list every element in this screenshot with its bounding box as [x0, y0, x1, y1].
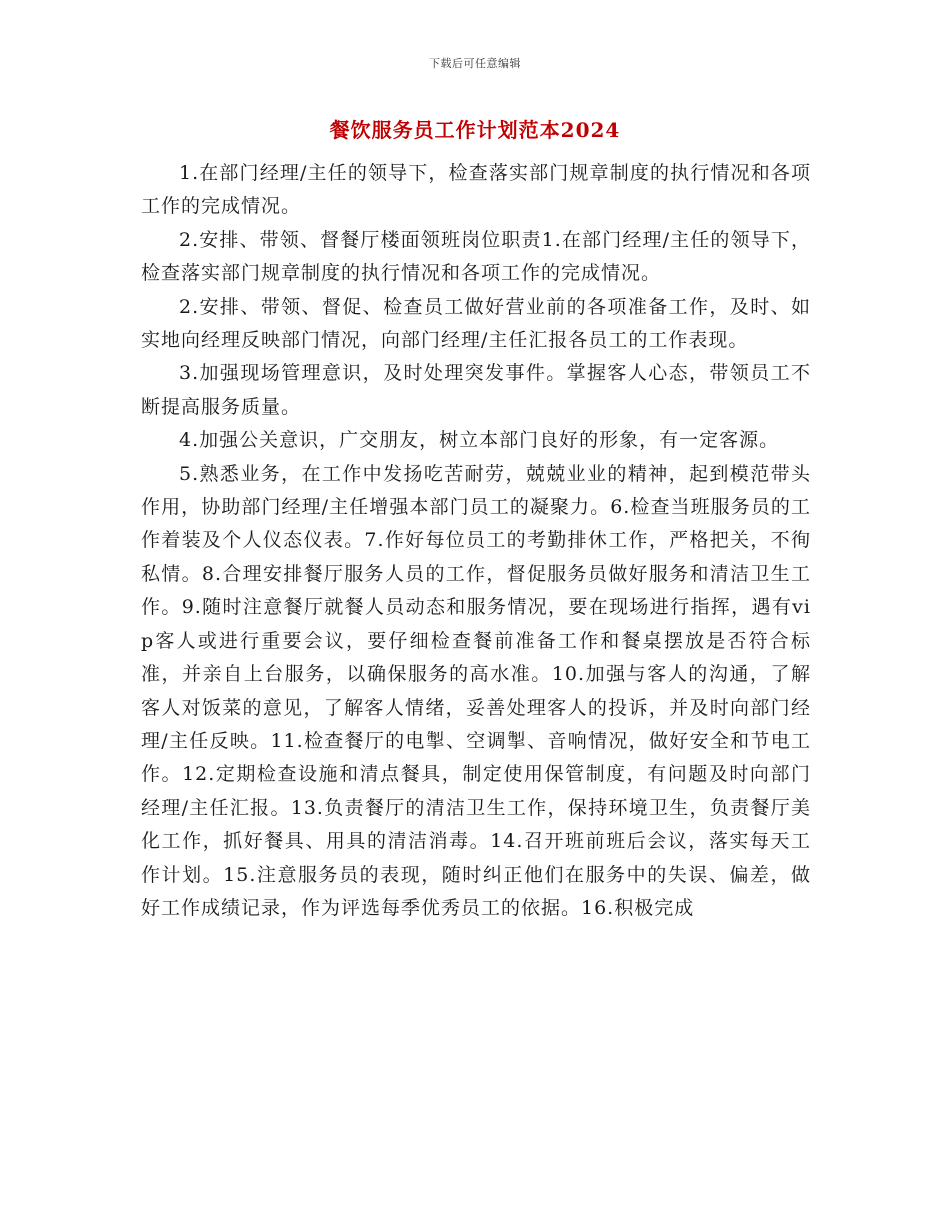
paragraph: 4.加强公关意识，广交朋友，树立本部门良好的形象，有一定客源。 [179, 429, 780, 452]
paragraph: 2.安排、带领、督餐厅楼面领班岗位职责1.在部门经理/主任的领导下，检查落实部门规章制度的执行情况和各项工作的完成情况。 [141, 228, 811, 285]
paragraph: 5.熟悉业务，在工作中发扬吃苦耐劳，兢兢业业的精神，起到模范带头作用，协助部门经理/主任增强本部门员工的凝聚力。6.检查当班服务员的工作着装及个人仪态仪表。7.作好每位员工的考勤排休工作，严格把关，不徇私情。8.合理安排餐厅服务人员的工作，督促服务员做好服务和清洁卫生工作。9.随时注意餐厅就餐人员动态和服务情况，要在现场进行指挥，遇有vip客人或进行重要会议，要仔细检查餐前准备工作和餐桌摆放是否符合标准，并亲自上台服务，以确保服务的高水准。10.加强与客人的沟通，了解客人对饭菜的意见，了解客人情绪，妥善处理客人的投诉，并及时向部门经理/主任反映。11.检查餐厅的电掣、空调掣、音响情况，做好安全和节电工作。12.定期检查设施和清点餐具，制定使用保管制度，有问题及时向部门经理/主任汇报。13.负责餐厅的清洁卫生工作，保持环境卫生，负责餐厅美化工作，抓好餐具、用具的清洁消毒。14.召开班前班后会议，落实每天工作计划。15.注意服务员的表现，随时纠正他们在服务中的失误、偏差，做好工作成绩记录，作为评选每季优秀员工的依据。16.积极完成 [141, 462, 811, 919]
document-body [141, 157, 811, 925]
paragraph: 1.在部门经理/主任的领导下，检查落实部门规章制度的执行情况和各项工作的完成情况。 [141, 162, 811, 218]
document-title: 餐饮服务员工作计划范本2024 [329, 118, 621, 142]
header-note: 下载后可任意编辑 [429, 57, 521, 70]
paragraph: 2.安排、带领、督促、检查员工做好营业前的各项准备工作，及时、如实地向经理反映部门情况，向部门经理/主任汇报各员工的工作表现。 [141, 295, 811, 352]
paragraph: 3.加强现场管理意识，及时处理突发事件。掌握客人心态，带领员工不断提高服务质量。 [141, 362, 811, 418]
